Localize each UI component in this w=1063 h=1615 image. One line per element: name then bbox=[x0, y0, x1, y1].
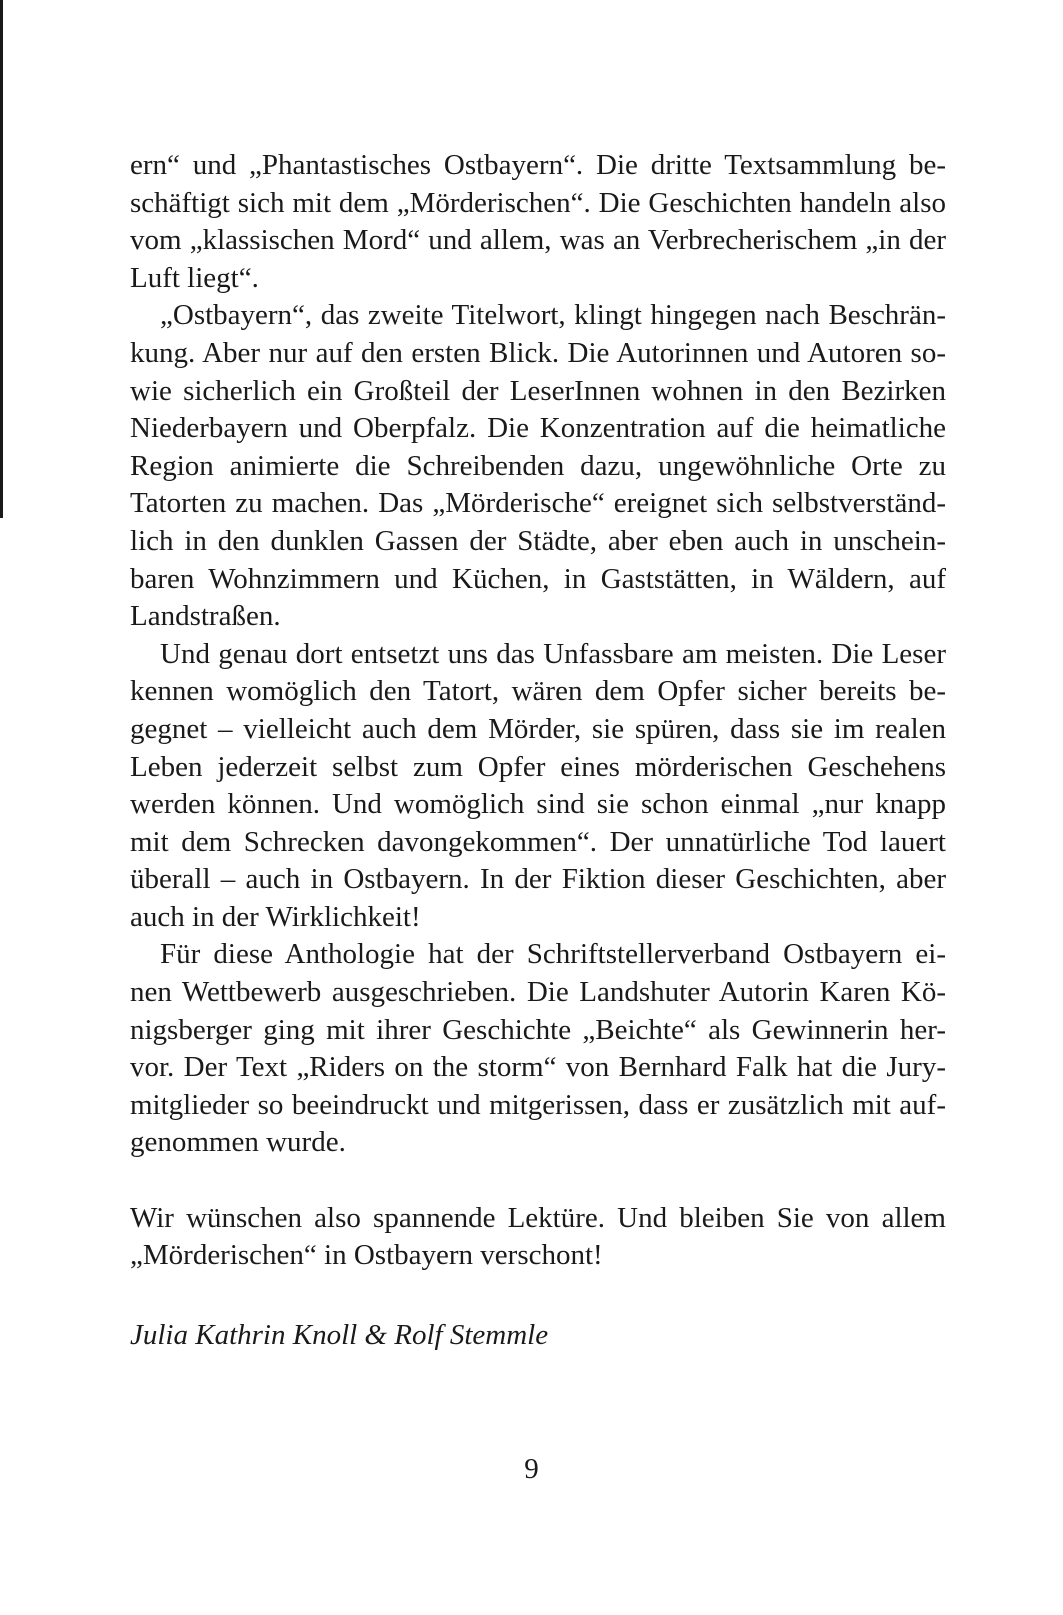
text-line: Für diese Anthologie hat der Schriftstellerverband Ostbayern ei- bbox=[160, 938, 946, 971]
text-line: kung. Aber nur auf den ersten Blick. Die Autorinnen und Autoren so- bbox=[130, 336, 946, 369]
text-line: „Ostbayern“, das zweite Titelwort, klingt hingegen nach Beschrän- bbox=[160, 299, 946, 332]
text-line: „Mörderischen“ in Ostbayern verschont! bbox=[130, 1239, 603, 1272]
text-line: vor. Der Text „Riders on the storm“ von Bernhard Falk hat die Jury- bbox=[130, 1051, 946, 1084]
body-text bbox=[130, 147, 946, 1275]
text-line: lich in den dunklen Gassen der Städte, aber eben auch in unschein- bbox=[130, 524, 946, 557]
text-line: nen Wettbewerb ausgeschrieben. Die Landshuter Autorin Karen Kö- bbox=[130, 976, 946, 1009]
text-line: ern“ und „Phantastisches Ostbayern“. Die dritte Textsammlung be- bbox=[130, 149, 946, 181]
text-line: Und genau dort entsetzt uns das Unfassbare am meisten. Die Leser bbox=[160, 637, 946, 670]
page-edge-rule bbox=[0, 0, 3, 518]
author-signature: Julia Kathrin Knoll & Rolf Stemmle bbox=[130, 1319, 549, 1351]
text-line: Region animierte die Schreibenden dazu, ungewöhnliche Orte zu bbox=[130, 449, 946, 482]
text-line: Tatorten zu machen. Das „Mörderische“ ereignet sich selbstverständ- bbox=[130, 487, 946, 520]
text-line: kennen womöglich den Tatort, wären dem Opfer sicher bereits be- bbox=[130, 675, 946, 708]
text-line: überall – auch in Ostbayern. In der Fiktion dieser Geschichten, aber bbox=[130, 863, 946, 896]
text-line: mit dem Schrecken davongekommen“. Der unnatürliche Tod lauert bbox=[130, 825, 946, 858]
text-line: auch in der Wirklichkeit! bbox=[130, 900, 421, 933]
text-line: Luft liegt“. bbox=[130, 261, 259, 294]
text-line: wie sicherlich ein Großteil der LeserInnen wohnen in den Bezirken bbox=[130, 374, 946, 407]
text-line: schäftigt sich mit dem „Mörderischen“. Die Geschichten handeln also bbox=[130, 186, 946, 219]
text-line: gegnet – vielleicht auch dem Mörder, sie spüren, dass sie im realen bbox=[130, 712, 946, 745]
text-line: vom „klassischen Mord“ und allem, was an Verbrecherischem „in der bbox=[130, 224, 946, 257]
page-number: 9 bbox=[524, 1453, 539, 1485]
text-line: Niederbayern und Oberpfalz. Die Konzentration auf die heimatliche bbox=[130, 412, 946, 445]
paragraph-gap bbox=[130, 1162, 946, 1200]
text-line: genommen wurde. bbox=[130, 1126, 346, 1159]
text-line: Leben jederzeit selbst zum Opfer eines mörderischen Geschehens bbox=[130, 750, 946, 783]
text-line: Wir wünschen also spannende Lektüre. Und bleiben Sie von allem bbox=[130, 1201, 946, 1234]
text-line: baren Wohnzimmern und Küchen, in Gaststätten, in Wäldern, auf bbox=[130, 562, 946, 595]
text-line: werden können. Und womöglich sind sie schon einmal „nur knapp bbox=[130, 788, 946, 821]
text-line: mitglieder so beeindruckt und mitgerissen, dass er zusätzlich mit auf- bbox=[130, 1088, 946, 1121]
text-line: nigsberger ging mit ihrer Geschichte „Beichte“ als Gewinnerin her- bbox=[130, 1013, 946, 1046]
text-line: Landstraßen. bbox=[130, 600, 281, 633]
